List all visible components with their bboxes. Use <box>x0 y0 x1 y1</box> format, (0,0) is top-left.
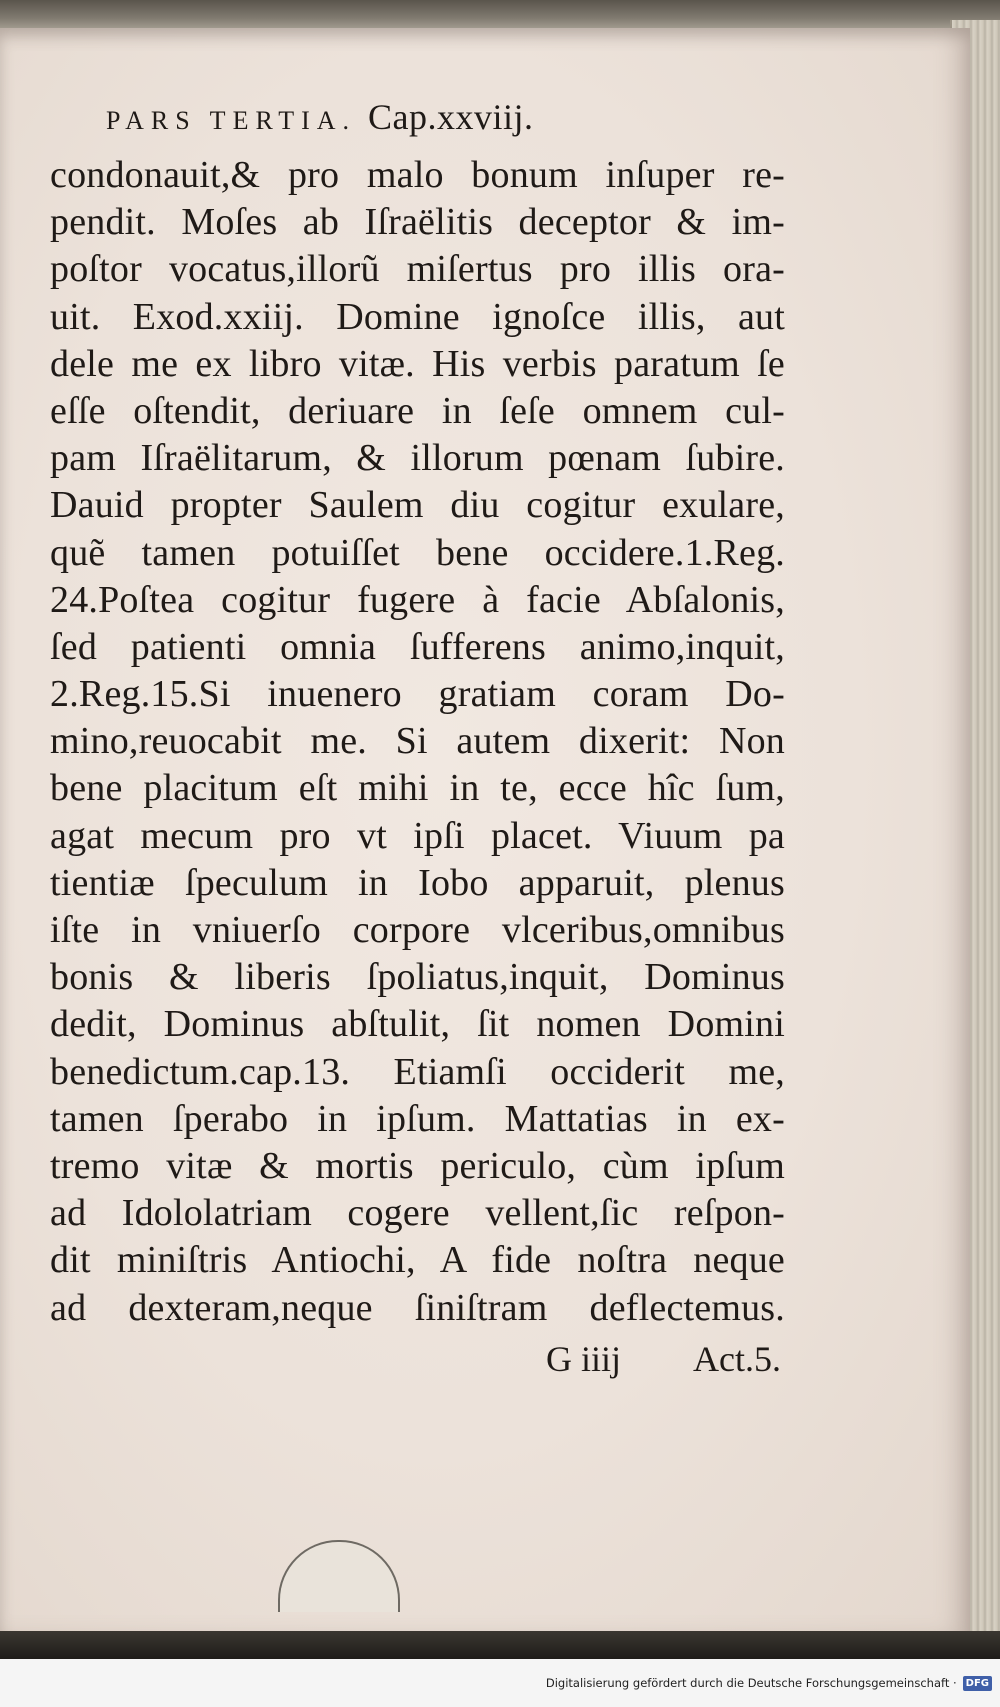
text-line: quẽ tamen potuiſſet bene occidere.1.Reg. <box>50 531 785 574</box>
signature-mark: G iiij <box>546 1338 622 1379</box>
dfg-logo-icon: DFG <box>963 1676 992 1691</box>
running-head-part: PARS TERTIA. <box>106 106 357 135</box>
text-line: agat mecum pro vt ipſi placet. Viuum pa <box>50 814 785 857</box>
text-line: tremo vitæ & mortis periculo, cùm ipſum <box>50 1144 785 1187</box>
page-holder-tab <box>278 1540 400 1612</box>
text-line: pendit. Moſes ab Iſraëlitis deceptor & im- <box>50 201 785 244</box>
text-line: ad Idololatriam cogere vellent,ſic reſpon- <box>50 1192 785 1235</box>
funding-credit: Digitalisierung gefördert durch die Deutsche Forschungsgemeinschaft · <box>545 1676 957 1690</box>
credit-bar <box>0 1659 1000 1707</box>
page-text-block <box>50 96 785 1384</box>
text-line: tamen ſperabo in ipſum. Mattatias in ex- <box>50 1097 785 1140</box>
text-line: 2.Reg.15.Si inuenero gratiam coram Do- <box>50 673 785 716</box>
text-line: dele me ex libro vitæ. His verbis paratum ſe <box>50 342 785 385</box>
text-line: condonauit,& pro malo bonum inſuper re- <box>50 154 785 196</box>
text-line: dit miniſtris Antiochi, A fide noſtra neque <box>50 1239 785 1282</box>
page-footer <box>50 1334 785 1384</box>
text-line: pam Iſraëlitarum, & illorum pœnam ſubire. <box>50 437 785 480</box>
text-line: tientiæ ſpeculum in Iobo apparuit, plenus <box>50 861 785 904</box>
text-line: eſſe oſtendit, deriuare in ſeſe omnem cul- <box>50 389 785 432</box>
text-line: bonis & liberis ſpoliatus,inquit, Dominus <box>50 956 785 999</box>
running-head <box>50 96 785 152</box>
text-line: mino,reuocabit me. Si autem dixerit: Non <box>50 720 785 763</box>
text-line: benedictum.cap.13. Etiamſi occiderit me, <box>50 1050 785 1093</box>
text-line: Dauid propter Saulem diu cogitur exulare, <box>50 484 785 527</box>
text-line: 24.Poſtea cogitur fugere à facie Abſalonis, <box>50 578 785 621</box>
text-line: ſed patienti omnia ſufferens animo,inquit, <box>50 625 785 668</box>
text-line: bene placitum eſt mihi in te, ecce hîc ſum, <box>50 767 785 810</box>
text-line: uit. Exod.xxiij. Domine ignoſce illis, aut <box>50 295 785 338</box>
book-page <box>0 28 970 1638</box>
text-line: iſte in vniuerſo corpore vlceribus,omnibus <box>50 909 785 951</box>
book-bottom-edge <box>0 1631 1000 1659</box>
text-line: ad dexteram,neque ſiniſtram deflectemus. <box>50 1286 785 1329</box>
text-line: dedit, Dominus abſtulit, ſit nomen Domini <box>50 1003 785 1046</box>
running-head-chapter: Cap.xxviij. <box>368 97 534 137</box>
text-line: poſtor vocatus,illorũ miſertus pro illis ora- <box>50 248 785 291</box>
catchword: Act.5. <box>693 1338 781 1379</box>
